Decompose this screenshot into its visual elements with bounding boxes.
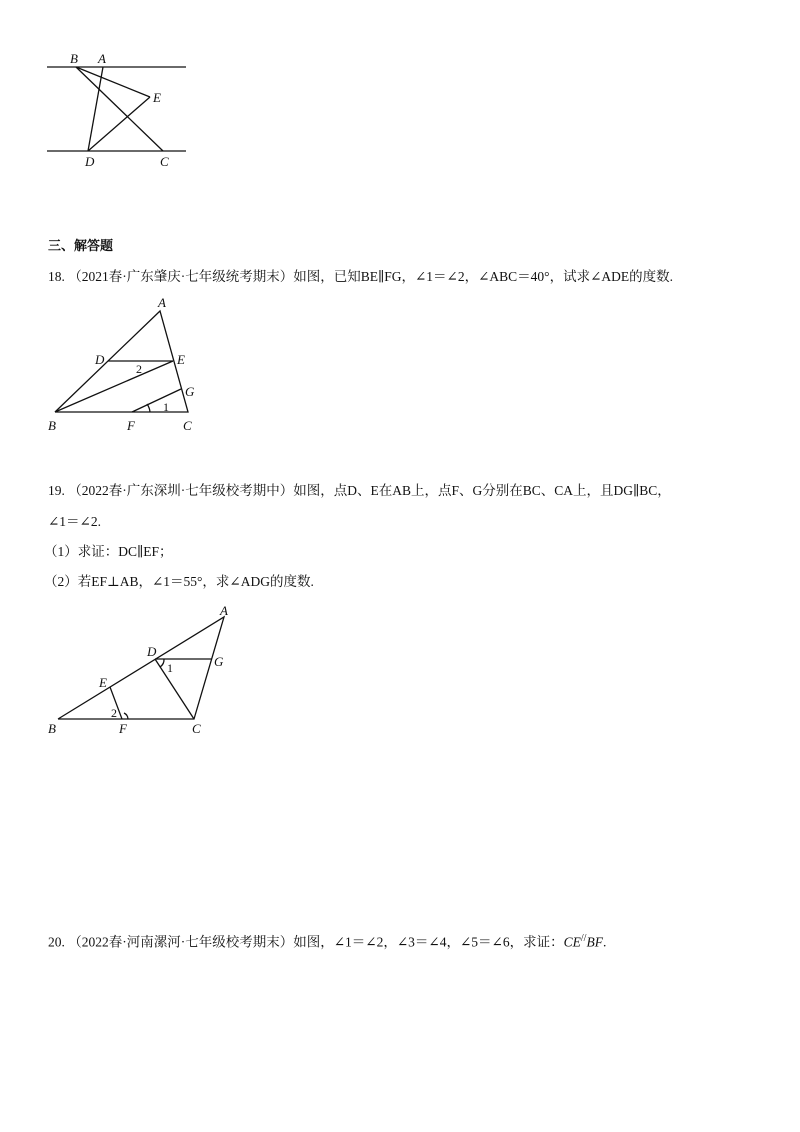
label-G: G xyxy=(214,654,224,669)
q20-text: 如图，∠1＝∠2，∠3＝∠4，∠5＝∠6，求证： xyxy=(293,934,564,950)
figure-q19 xyxy=(0,600,800,750)
q20-math-BF: BF xyxy=(586,934,603,950)
angle-2-label: 2 xyxy=(111,706,117,720)
angle-1-label: 1 xyxy=(163,400,169,414)
label-A: A xyxy=(220,603,228,618)
angle-1-label: 1 xyxy=(167,661,173,675)
q18-source: （2021春·广东肇庆·七年级统考期末） xyxy=(68,269,294,284)
label-C: C xyxy=(160,154,169,169)
question-19-line1 xyxy=(48,482,671,500)
q18-text: 如图，已知BE∥FG，∠1＝∠2，∠ABC＝40°，试求∠ADE的度数. xyxy=(293,269,674,284)
label-C: C xyxy=(183,418,192,433)
q19-source: （2022春·广东深圳·七年级校考期中） xyxy=(68,483,294,498)
label-D: D xyxy=(85,154,95,169)
q19-number: 19. xyxy=(48,483,65,498)
q19-text-line2: ∠1＝∠2. xyxy=(48,514,101,529)
label-D: D xyxy=(95,352,105,367)
q20-end: . xyxy=(602,934,607,950)
q20-number: 20. xyxy=(48,934,65,950)
label-B: B xyxy=(48,721,56,736)
angle-2-arc xyxy=(124,713,128,719)
label-A: A xyxy=(158,295,166,310)
figure-q18 xyxy=(0,290,800,440)
figure-q17 xyxy=(0,0,800,180)
q19-part2: （2）若EF⊥AB，∠1＝55°，求∠ADG的度数. xyxy=(44,574,314,589)
label-D: D xyxy=(147,644,157,659)
segment-BE xyxy=(55,361,173,412)
label-G: G xyxy=(185,384,195,399)
label-B: B xyxy=(48,418,56,433)
label-A: A xyxy=(98,51,106,66)
q20-source: （2022春·河南漯河·七年级校考期末） xyxy=(68,934,294,950)
question-18 xyxy=(48,268,673,286)
q19-part1: （1）求证：DC∥EF； xyxy=(44,544,173,559)
q19-text-line1: 如图，点D、E在AB上，点F、G分别在BC、CA上，且DG∥BC， xyxy=(293,483,671,498)
label-E: E xyxy=(177,352,185,367)
q18-number: 18. xyxy=(48,269,65,284)
question-20 xyxy=(48,930,606,952)
segment-BE xyxy=(76,67,150,97)
label-F: F xyxy=(119,721,127,736)
section-heading: 三、解答题 xyxy=(48,239,114,254)
angle-2-label: 2 xyxy=(136,362,142,376)
q20-parallel-symbol: // xyxy=(580,933,587,944)
segment-BC xyxy=(76,67,163,151)
angle-1-arc xyxy=(147,404,150,412)
segment-DE xyxy=(88,97,150,151)
angle-1-arc xyxy=(160,659,164,667)
label-F: F xyxy=(127,418,135,433)
triangle-ABC xyxy=(58,617,224,719)
label-C: C xyxy=(192,721,201,736)
label-B: B xyxy=(70,51,78,66)
segment-FG xyxy=(132,389,181,412)
segment-DC xyxy=(155,659,194,719)
segment-AD xyxy=(88,67,103,151)
label-E: E xyxy=(153,90,161,105)
q20-math-CE: CE xyxy=(563,934,581,950)
label-E: E xyxy=(99,675,107,690)
